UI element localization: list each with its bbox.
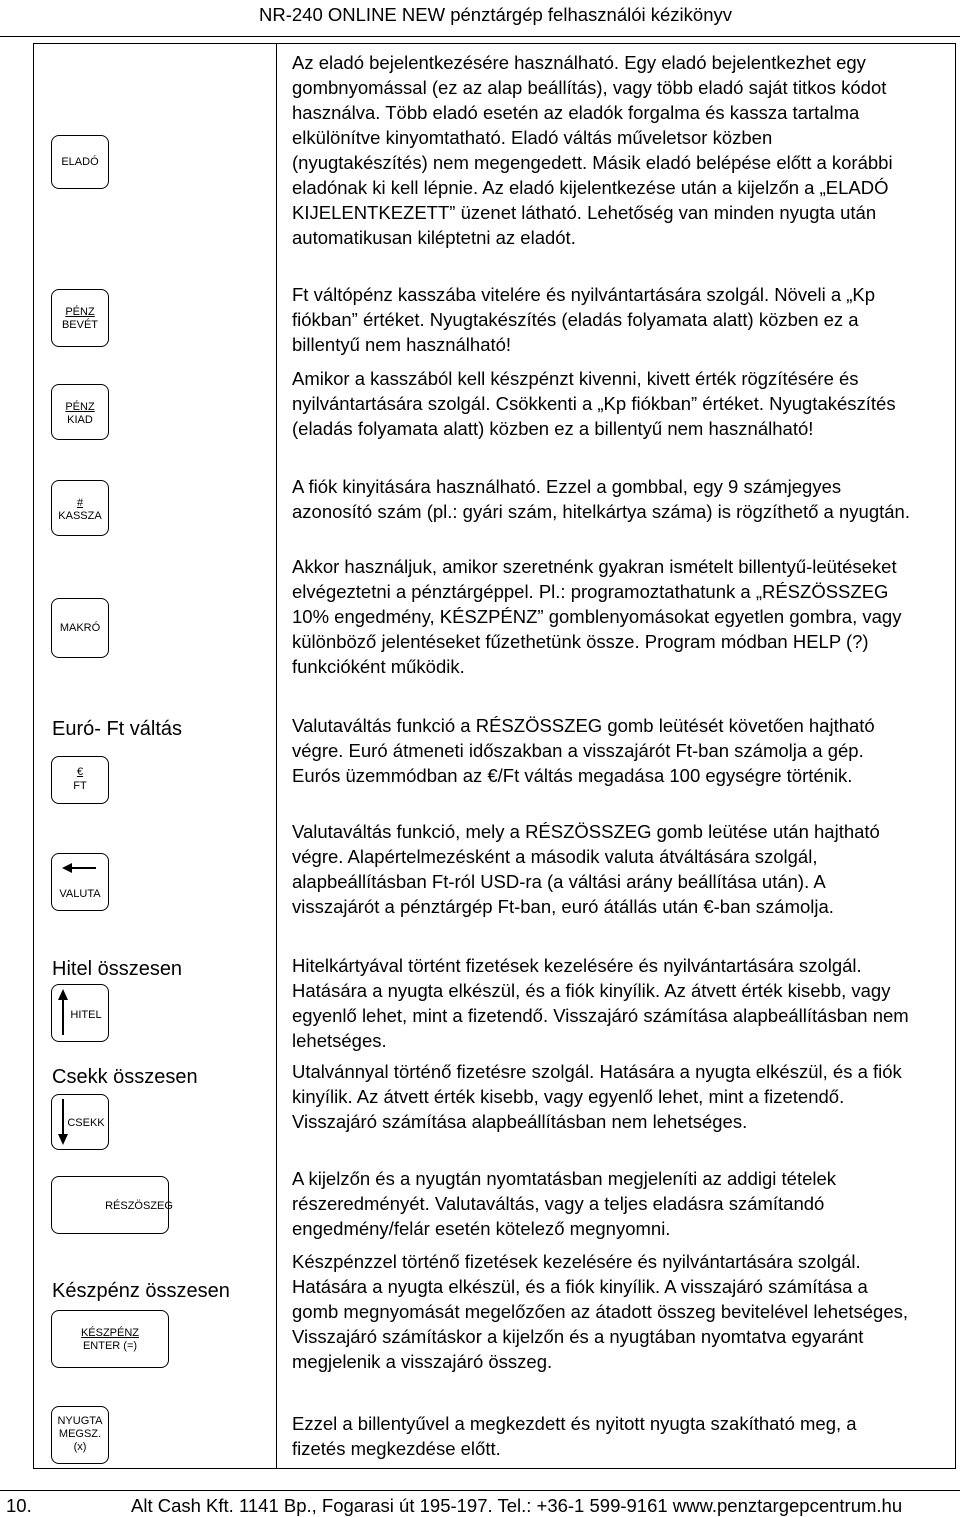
nyugta-megsz-key-label-2: MEGSZ. [58,1428,102,1440]
company-info: Alt Cash Kft. 1141 Bp., Fogarasi út 195-197. Tel.: +36-1 599-9161 www.penztargepcentrum.hu [131,1495,903,1516]
nyugta-megsz-key-label-3: (x) [73,1441,87,1453]
manual-title: NR-240 ONLINE NEW pénztárgép felhasználói kézikönyv [259,4,732,25]
makro-key-label: MAKRÓ [59,622,101,634]
reszoszeg-description: A kijelzőn és a nyugtán nyomtatásban megjeleníti az addigi tételek részeredményét. Valutaváltás, vagy a teljes eladásra számítandó engedmény/felár esetén kötelező megnyomni. [292,1168,837,1239]
kassza-key-label-2: KASSZA [58,510,102,522]
nyugta-megsz-description: Ezzel a billentyűvel a megkezdett és nyitott nyugta szakítható meg, a fizetés megkezdése előtt. [292,1413,857,1459]
page-footer [0,1490,960,1517]
penz-bevet-key-label-1: PÉNZ [65,306,95,318]
penz-kiad-key [51,384,109,440]
elado-key-label: ELADÓ [61,156,99,168]
page-number: 10. [6,1495,32,1516]
csekk-key [51,1094,109,1150]
euro-ft-key-label-1: € [76,766,84,778]
hitel-group-label: Hitel összesen [52,958,183,980]
elado-key [51,135,109,189]
euro-ft-description: Valutaváltás funkció a RÉSZÖSSZEG gomb leütését követően hajtható végre. Euró átmeneti időszakban a visszajárót Ft-ban számolja a gép. Eurós üzemmódban az €/Ft váltás megadása 100 egységre történik. [292,715,875,786]
kassza-key [51,480,109,536]
csekk-key-label: CSEKK [67,1117,105,1129]
page-header [0,0,960,37]
makro-key [51,598,109,658]
valuta-description: Valutaváltás funkció, mely a RÉSZÖSSZEG gomb leütése után hajtható végre. Alapértelmezésként a második valuta átváltására szolgál, alapbeállításban Ft-ról USD-ra (a váltási arány beállítása után). A visszajárót a pénztárgép Ft-ban, euró átállás után €-ban számolja. [292,821,880,917]
makro-description: Akkor használjuk, amikor szeretnénk gyakran ismételt billentyű-leütéseket elvégeztetni a pénztárgéppel. Pl.: programoztathatunk a „RÉSZÖSSZEG 10% engedmény, KÉSZPÉNZ” gomblenyomásokat egyetlen gombra, vagy különböző jelentéseket fűzethetünk össze. Program módban HELP (?) funkcióként működik. [292,556,902,677]
valuta-key-label: VALUTA [59,888,101,900]
nyugta-megsz-key [51,1406,109,1464]
reszoszeg-key [51,1176,173,1234]
hitel-key [51,984,109,1042]
penz-bevet-key [51,289,109,347]
penz-kiad-description: Amikor a kasszából kell készpénzt kivenni, kivett érték rögzítésére és nyilvántartására szolgál. Csökkenti a „Kp fiókban” értéket. Nyugtakészítés (eladás folyamata alatt) közben ez a billentyű nem használható! [292,368,896,439]
hitel-description: Hitelkártyával történt fizetések kezelésére és nyilvántartására szolgál. Hatására a nyugta elkészül, és a fiók kinyílik. Az átvett érték kisebb, vagy egyenlő lehet, mint a fizetendő. Visszajáró számítása alapbeállításban nem lehetséges. [292,955,909,1051]
keszpenz-key-label-2: ENTER (=) [82,1340,138,1352]
nyugta-megsz-key-label-1: NYUGTA [57,1415,103,1427]
csekk-group-label: Csekk összesen [52,1066,198,1088]
kassza-key-label-1: # [76,497,84,509]
euro-ft-group-label: Euró- Ft váltás [52,718,183,740]
keszpenz-description: Készpénzzel történő fizetések kezelésére és nyilvántartására szolgál. Hatására a nyugta elkészül, és a fiók kinyílik. A visszajáró számítása a gomb megnyomását megelőzően az átadott összeg bevitelével lehetséges, Visszajáró számításkor a kijelzőn és a nyugtában nyomtatva egyaránt megjelenik a visszajáró összeg. [292,1251,909,1372]
penz-kiad-key-label-2: KIAD [67,414,93,426]
arrow-left-icon [62,862,98,874]
euro-ft-key-label-2: FT [73,780,87,792]
valuta-key [51,853,109,911]
keszpenz-key [51,1310,169,1368]
csekk-description: Utalvánnyal történő fizetésre szolgál. Hatására a nyugta elkészül, és a fiók kinyílik. Az átvett érték kisebb, vagy egyenlő lehet, mint a fizetendő. Visszajáró számítása alapbeállításban nem lehetséges. [292,1061,902,1132]
penz-bevet-key-label-2: BEVÉT [61,319,99,331]
key-description-table [33,43,956,1469]
reszoszeg-key-label: RÉSZÖSZEG [105,1200,173,1212]
description-column [277,44,956,1469]
keszpenz-key-label-1: KÉSZPÉNZ [80,1327,140,1339]
penz-bevet-description: Ft váltópénz kasszába vitelére és nyilvántartására szolgál. Növeli a „Kp fiókban” értéket. Nyugtakészítés (eladás folyamata alatt) közben ez a billentyű nem használható! [292,284,876,355]
euro-ft-key [51,756,109,804]
hitel-key-label: HITEL [70,1009,102,1021]
penz-kiad-key-label-1: PÉNZ [65,401,95,413]
elado-description: Az eladó bejelentkezésére használható. Egy eladó bejelentkezhet egy gombnyomással (ez az alap beállítás), vagy több eladó saját titkos kódot használva. Több eladó esetén az eladók forgalma és kassza tartalma elkülönítve kinyomtatható. Eladó váltás műveletsor közben (nyugtakészítés) nem megengedett. Másik eladó belépése előtt a korábbi eladónak ki kell lépnie. Az eladó kijelentkezése után a kijelzőn a „ELADÓ KIJELENTKEZETT” üzenet látható. Lehetőség van minden nyugta után automatikusan kiléptetni az eladót. [292,52,893,248]
key-column [34,44,277,1469]
keszpenz-group-label: Készpénz összesen [52,1280,230,1302]
kassza-description: A fiók kinyitására használható. Ezzel a gombbal, egy 9 számjegyes azonosító szám (pl.: gyári szám, hitelkártya száma) is rögzíthető a nyugtán. [292,476,910,522]
